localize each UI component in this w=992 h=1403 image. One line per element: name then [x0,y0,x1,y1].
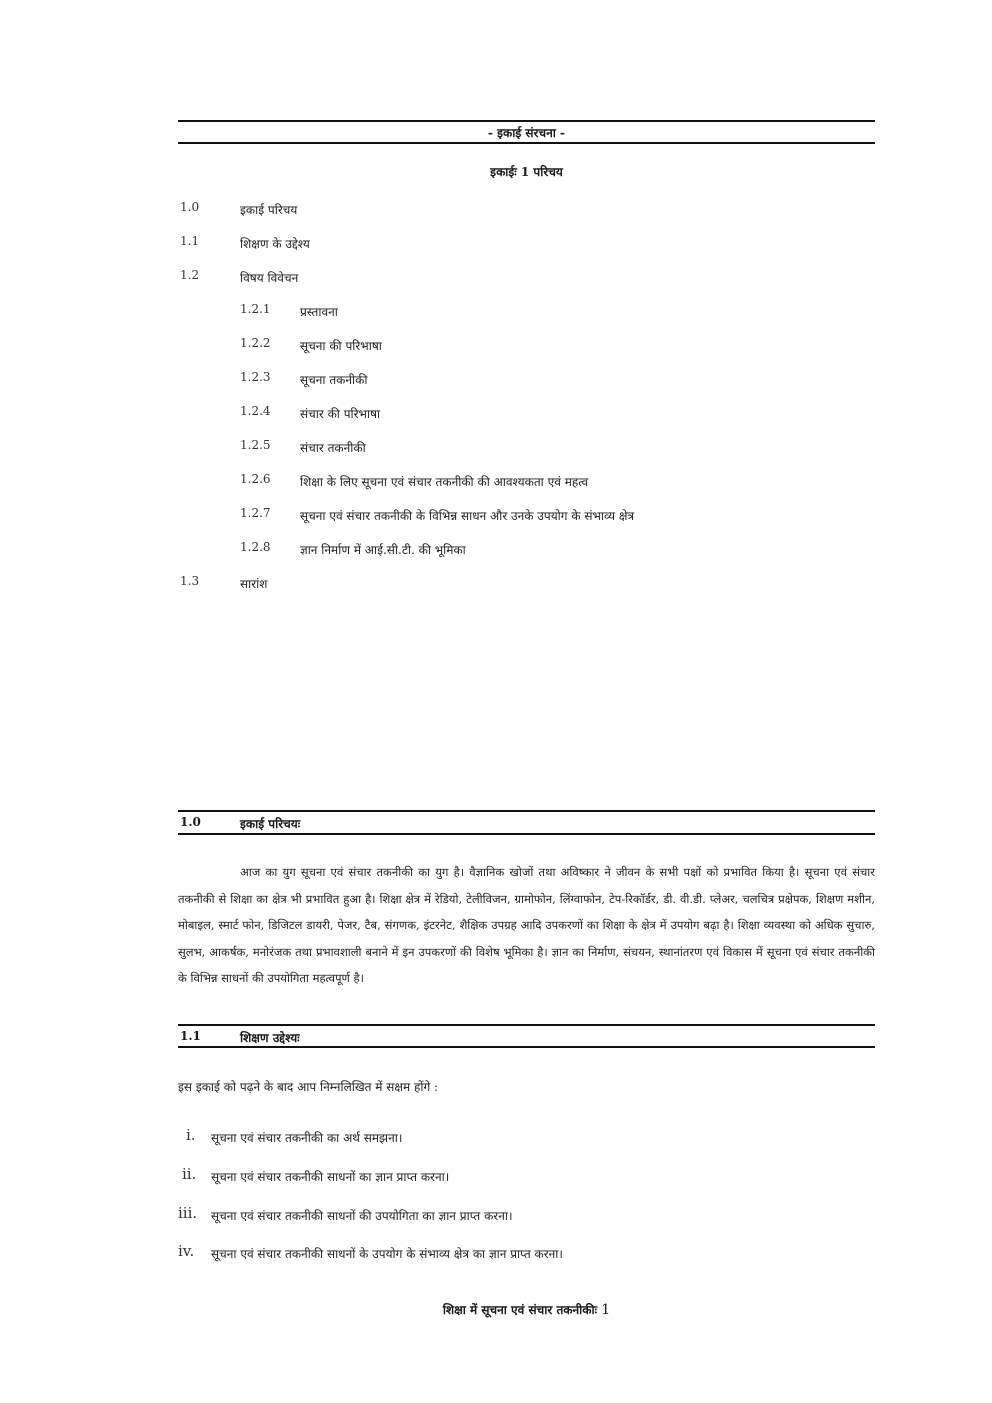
toc-num: 1.3 [180,574,200,588]
toc-label: ज्ञान निर्माण में आई.सी.टी. की भूमिका [300,543,466,557]
list-item: सूचना एवं संचार तकनीकी साधनों का ज्ञान प्राप्त करना। [211,1170,450,1184]
section-objectives-top-rule [178,1024,875,1026]
toc-label: संचार तकनीकी [300,441,366,455]
list-item-marker: i. [186,1126,196,1144]
toc-label: सूचना तकनीकी [300,373,368,387]
toc-num: 1.2.4 [240,404,271,418]
toc-label: प्रस्तावना [300,305,338,319]
toc-label: इकाई परिचय [240,203,298,217]
section-intro-paragraph: आज का युग सूचना एवं संचार तकनीकी का युग है। वैज्ञानिक खोजों तथा अविष्कार ने जीवन के सभी पक्षों को प्रभावित किया है। सूचना एवं संचार तकनीकी से शिक्षा का क्षेत्र भी प्रभावित हुआ है। शिक्षा क्षेत्र में रेडियो, टेलीविजन, ग्रामोफोन, लिंग्वाफोन, टेप-रिकॉर्डर, डी. वी.डी. प्लेअर, चलचित्र प्रक्षेपक, शिक्षण मशीन, मोबाइल, स्मार्ट फोन, डिजिटल डायरी, पेजर, टैब, संगणक, इंटरनेट, शैक्षिक उपग्रह आदि उपकरणों का शिक्षा के क्षेत्र में उपयोग बढ़ा है। शिक्षा व्यवस्था को अधिक सुचारु, सुलभ, आकर्षक, मनोरंजक तथा प्रभावशाली बनाने में इन उपकरणों की विशेष भूमिका है। ज्ञान का निर्माण, संचयन, स्थानांतरण एवं विकास में सूचना एवं संचार तकनीकी के विभिन्न साधनों की उपयोगिता महत्वपूर्ण है। [178,865,875,985]
list-item: सूचना एवं संचार तकनीकी का अर्थ समझना। [211,1131,403,1145]
structure-heading: - इकाई संरचना - [487,126,565,140]
list-item-marker: iii. [178,1204,198,1222]
structure-rule [178,142,875,144]
section-intro-number: 1.0 [180,815,201,829]
objectives-intro: इस इकाई को पढ़ने के बाद आप निम्नलिखित में सक्षम होंगे : [178,1080,439,1094]
list-item-marker: ii. [182,1165,197,1183]
section-objectives-number: 1.1 [180,1029,201,1043]
section-intro-bottom-rule [178,833,875,835]
toc-label: सूचना की परिभाषा [300,339,382,353]
page-footer [178,1301,875,1318]
toc-label: संचार की परिभाषा [300,407,381,421]
toc-num: 1.1 [180,234,200,248]
page-number: 1 [601,1302,611,1318]
toc-label: शिक्षण के उद्देश्य [240,237,310,251]
toc-num: 1.2.1 [240,302,271,316]
toc-num: 1.2.8 [240,540,271,554]
toc-label: सूचना एवं संचार तकनीकी के विभिन्न साधन और उनके उपयोग के संभाव्य क्षेत्र [300,509,635,523]
top-rule [178,120,875,122]
toc-num: 1.2.5 [240,438,271,452]
toc-num: 1.2.3 [240,370,271,384]
toc-label: विषय विवेचन [240,271,299,285]
list-item: सूचना एवं संचार तकनीकी साधनों की उपयोगिता का ज्ञान प्राप्त करना। [211,1209,513,1223]
toc-num: 1.2 [180,268,200,282]
section-intro-title: इकाई परिचयः [240,817,301,831]
section-intro-top-rule [178,810,875,812]
toc-num: 1.2.2 [240,336,271,350]
section-objectives-title: शिक्षण उद्देश्यः [240,1031,300,1045]
toc-label: सारांश [240,577,268,591]
toc-num: 1.2.6 [240,472,271,486]
footer-title: शिक्षा में सूचना एवं संचार तकनीकीः [442,1303,598,1317]
unit-title: इकाईः 1 परिचय [490,165,563,179]
list-item-marker: iv. [178,1242,195,1260]
list-item: सूचना एवं संचार तकनीकी साधनों के उपयोग के संभाव्य क्षेत्र का ज्ञान प्राप्त करना। [211,1247,563,1261]
section-objectives-bottom-rule [178,1046,875,1048]
toc-label: शिक्षा के लिए सूचना एवं संचार तकनीकी की आवश्यकता एवं महत्व [300,475,589,489]
toc-num: 1.0 [180,200,200,214]
toc-num: 1.2.7 [240,506,271,520]
